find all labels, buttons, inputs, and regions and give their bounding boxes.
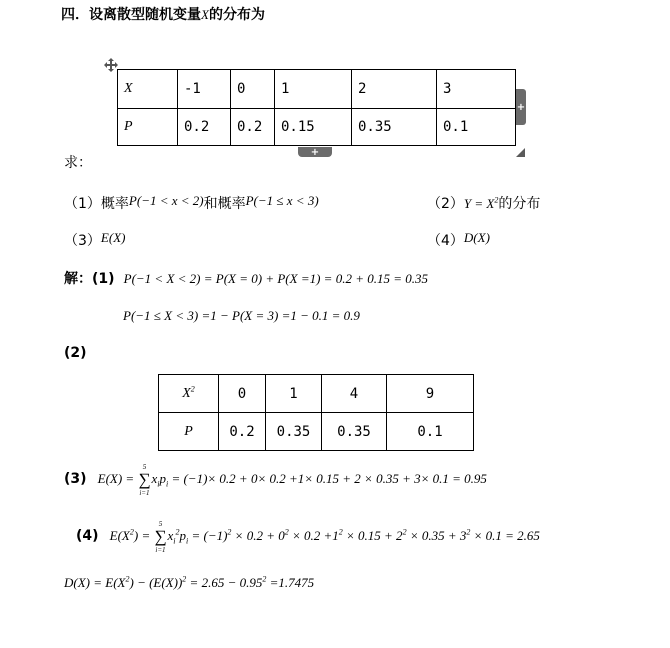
table-cell: 0 bbox=[219, 375, 266, 413]
y-distribution-table bbox=[158, 374, 474, 451]
variance-part-4: =1.7475 bbox=[266, 575, 315, 590]
solution-4 bbox=[76, 520, 540, 555]
sum-lower: i=1 bbox=[155, 546, 166, 555]
add-column-icon: + bbox=[516, 101, 526, 113]
solution-4-number: (4) bbox=[76, 528, 99, 544]
table-cell: 9 bbox=[387, 375, 474, 413]
table-cell bbox=[159, 375, 219, 413]
solution-4-expression: $E(X^2)$ = 5 ∑ i=1 $x_i^2p_i = (-1)^2 \times 0.2 + 0^2 \times 0.2 +1^2 \times 0.15 + 2^2 \times 0.35 + 3^2 \times 0.1 = 2.65$ bbox=[109, 520, 540, 555]
sum-upper: 5 bbox=[142, 463, 147, 472]
table-cell: 0.2 bbox=[219, 413, 266, 451]
distribution-table bbox=[117, 69, 516, 146]
q2-text: 的分布 bbox=[498, 196, 541, 212]
q2-math-text: Y = X bbox=[463, 196, 495, 211]
variance-line: $D(X) = E(X^2) - (E(X))^2 = 2.65 - 0.95^2 =1.7475$ bbox=[64, 574, 315, 590]
heading-number: 四． bbox=[61, 7, 89, 23]
solution-3-number: (3) bbox=[64, 471, 87, 487]
variance-part-2: ) − (E(X)) bbox=[129, 575, 183, 590]
sum-upper: 5 bbox=[158, 520, 163, 529]
solution-1-line-2: P(−1 ≤ X < 3) =1 − P(X = 3) =1 − 0.1 = 0.9 bbox=[123, 308, 360, 323]
table-cell: 0 bbox=[231, 70, 275, 109]
question-3 bbox=[64, 230, 125, 250]
table-cell: 2 bbox=[352, 70, 437, 109]
sum-lower: i=1 bbox=[139, 489, 150, 498]
solution-4-rhs-2: × 0.2 + 0 bbox=[231, 528, 285, 543]
solution-2-number: (2) bbox=[64, 345, 87, 361]
q3-number: （3） bbox=[64, 233, 101, 249]
solution-4-rhs-1: = (−1) bbox=[191, 528, 228, 543]
table-cell: 3 bbox=[437, 70, 516, 109]
table-row bbox=[118, 109, 516, 146]
add-row-button[interactable] bbox=[298, 147, 332, 157]
resize-handle-icon[interactable] bbox=[516, 148, 525, 157]
table-row bbox=[159, 375, 474, 413]
q2-math bbox=[464, 196, 498, 211]
solution-4-rhs-5: × 0.35 + 3 bbox=[406, 528, 467, 543]
solution-label: 解： bbox=[64, 271, 92, 287]
q1-number: （1） bbox=[64, 196, 101, 212]
summation-symbol: 5 ∑ i=1 bbox=[138, 463, 151, 498]
table-cell: 0.1 bbox=[387, 413, 474, 451]
solution-4-rhs-6: × 0.1 = 2.65 bbox=[470, 528, 540, 543]
table-move-icon[interactable] bbox=[104, 58, 118, 72]
table-cell: 4 bbox=[322, 375, 387, 413]
table2-header-sup: 2 bbox=[190, 383, 195, 393]
summation-symbol: 5 ∑ i=1 bbox=[154, 520, 167, 555]
table-cell: X bbox=[118, 70, 178, 109]
solution-4-rhs-4: × 0.15 + 2 bbox=[342, 528, 403, 543]
question-1 bbox=[64, 193, 319, 213]
question-4 bbox=[427, 230, 490, 250]
solution-3-lhs: E(X) = bbox=[97, 471, 135, 486]
q1-text: 概率 bbox=[100, 196, 129, 212]
solution-4-rhs-3: × 0.2 +1 bbox=[288, 528, 339, 543]
table-cell: 0.35 bbox=[352, 109, 437, 146]
variance-part-3: = 2.65 − 0.95 bbox=[186, 575, 263, 590]
heading-text: 设离散型随机变量 bbox=[89, 7, 201, 23]
solution-4-lhs: E(X bbox=[109, 528, 130, 543]
variance-part-1: D(X) = E(X bbox=[64, 575, 126, 590]
table-cell: -1 bbox=[178, 70, 231, 109]
add-row-icon: + bbox=[310, 146, 320, 158]
question-2 bbox=[427, 193, 540, 213]
add-column-button[interactable] bbox=[516, 89, 526, 125]
q1-math-2: P(−1 ≤ x < 3) bbox=[245, 193, 319, 208]
heading bbox=[61, 4, 265, 24]
table-cell: 0.2 bbox=[178, 109, 231, 146]
q4-math: D(X) bbox=[463, 230, 490, 245]
table-row bbox=[159, 413, 474, 451]
table-cell: 0.2 bbox=[231, 109, 275, 146]
table-cell: P bbox=[159, 413, 219, 451]
table-cell: 1 bbox=[266, 375, 322, 413]
table2-header-var: X bbox=[182, 385, 191, 401]
table-cell: 1 bbox=[275, 70, 352, 109]
q3-math: E(X) bbox=[100, 230, 126, 245]
solution-1 bbox=[64, 268, 428, 288]
solution-3 bbox=[64, 463, 487, 498]
table-row bbox=[118, 70, 516, 109]
table-cell: 0.35 bbox=[322, 413, 387, 451]
table-cell: 0.15 bbox=[275, 109, 352, 146]
table-cell: 0.35 bbox=[266, 413, 322, 451]
q2-sup: 2 bbox=[494, 195, 499, 205]
solution-3-term: x bbox=[151, 471, 158, 486]
solution-3-rhs: = (−1)× 0.2 + 0× 0.2 +1× 0.15 + 2 × 0.35 + 3× 0.1 = 0.95 bbox=[171, 471, 487, 486]
table-cell: 0.1 bbox=[437, 109, 516, 146]
heading-var: X bbox=[201, 7, 209, 22]
heading-text-post: 的分布为 bbox=[208, 7, 265, 23]
solution-3-expression: E(X) = 5 ∑ i=1 $x_ip_i = (-1)\times 0.2 + 0\times 0.2 +1\times 0.15 + 2 \times 0.35 + 3\times 0.1 = 0.95$ bbox=[97, 463, 487, 498]
q4-number: （4） bbox=[427, 233, 464, 249]
question-intro: 求： bbox=[64, 155, 92, 171]
solution-1-number: (1) bbox=[92, 271, 115, 287]
q1-text-2: 和概率 bbox=[203, 196, 246, 212]
q2-number: （2） bbox=[427, 196, 464, 212]
solution-4-lhs-end: ) = bbox=[133, 528, 151, 543]
table-cell: P bbox=[118, 109, 178, 146]
solution-1-line-1: P(−1 < X < 2) = P(X = 0) + P(X =1) = 0.2 + 0.15 = 0.35 bbox=[123, 271, 428, 286]
q1-math-1: P(−1 < x < 2) bbox=[128, 193, 204, 208]
